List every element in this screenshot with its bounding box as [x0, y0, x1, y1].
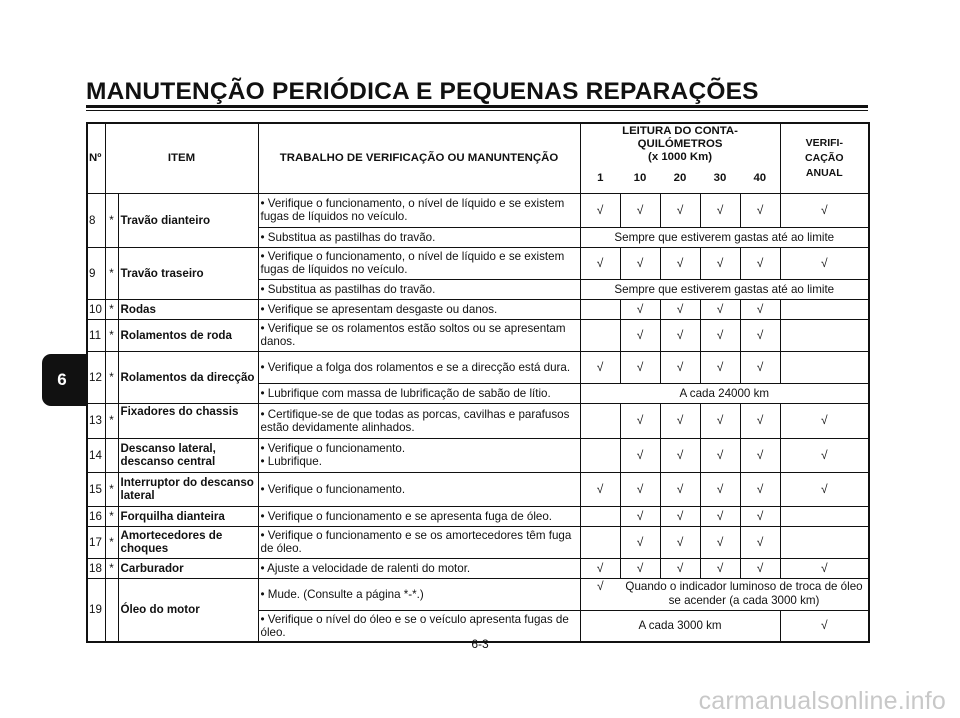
table-row — [87, 558, 869, 578]
check-cell-empty — [580, 319, 620, 351]
check-mark: √ — [740, 193, 780, 227]
row-work: • Substitua as pastilhas do travão. — [258, 279, 580, 299]
check-mark: √ — [780, 610, 869, 642]
check-mark: √ — [700, 472, 740, 506]
header-km-30: 30 — [700, 165, 740, 193]
title-rule — [86, 105, 868, 108]
chapter-tab-label: 6 — [57, 370, 67, 389]
check-mark: √ — [580, 193, 620, 227]
row-star: * — [105, 351, 118, 403]
check-mark: √ — [700, 193, 740, 227]
table-row — [87, 193, 869, 227]
row-work: • Verifique o funcionamento e se apresenta fuga de óleo. — [258, 506, 580, 526]
row-work: • Certifique-se de que todas as porcas, cavilhas e parafusos estão devidamente alinhados. — [258, 403, 580, 438]
check-mark: √ — [740, 438, 780, 472]
header-odometer — [580, 123, 780, 165]
check-mark: √ — [620, 319, 660, 351]
check-mark: √ — [660, 438, 700, 472]
check-mark: √ — [620, 351, 660, 383]
check-mark: √ — [740, 526, 780, 558]
check-mark: √ — [620, 506, 660, 526]
row-number: 13 — [87, 403, 105, 438]
check-mark: √ — [740, 558, 780, 578]
row-item: Rolamentos da direcção — [118, 351, 258, 403]
row-item: Carburador — [118, 558, 258, 578]
check-mark: √ — [700, 558, 740, 578]
row-item: Travão dianteiro — [118, 193, 258, 247]
row-work: • Ajuste a velocidade de ralenti do motor. — [258, 558, 580, 578]
row-number: 10 — [87, 299, 105, 319]
header-item: ITEM — [105, 123, 258, 193]
check-mark: √ — [620, 247, 660, 279]
check-mark: √ — [700, 299, 740, 319]
table-row — [87, 578, 869, 610]
check-mark: √ — [620, 193, 660, 227]
row-number: 18 — [87, 558, 105, 578]
check-mark: √ — [660, 506, 700, 526]
row-note: A cada 3000 km — [580, 610, 780, 642]
row-item: Travão traseiro — [118, 247, 258, 299]
row-number: 8 — [87, 193, 105, 247]
row-work-line: • Lubrifique. — [260, 455, 322, 468]
check-mark: √ — [580, 247, 620, 279]
row-work-line: • Verifique o funcionamento. — [260, 442, 406, 455]
check-mark: √ — [740, 403, 780, 438]
check-mark: √ — [660, 299, 700, 319]
row-note: Quando o indicador luminoso de troca de óleo se acender (a cada 3000 km) — [620, 578, 869, 610]
header-km-40: 40 — [740, 165, 780, 193]
table-row — [87, 299, 869, 319]
check-mark: √ — [740, 351, 780, 383]
check-mark: √ — [780, 193, 869, 227]
check-mark: √ — [740, 247, 780, 279]
watermark: carmanualsonline.info — [698, 687, 946, 715]
header-km-10: 10 — [620, 165, 660, 193]
check-cell-empty — [580, 403, 620, 438]
table-row — [87, 526, 869, 558]
row-star: * — [105, 319, 118, 351]
row-item: Descanso lateral, descanso central — [118, 438, 258, 472]
row-number: 15 — [87, 472, 105, 506]
check-mark: √ — [660, 351, 700, 383]
row-work — [258, 438, 580, 472]
table-row — [87, 247, 869, 279]
header-no: Nº — [87, 123, 105, 193]
check-mark: √ — [740, 506, 780, 526]
row-work: • Verifique o funcionamento e se os amortecedores têm fuga de óleo. — [258, 526, 580, 558]
header-work: TRABALHO DE VERIFICAÇÃO OU MANUNTENÇÃO — [258, 123, 580, 193]
check-mark: √ — [700, 319, 740, 351]
header-annual: VERIFI- CAÇÃO ANUAL — [780, 123, 869, 193]
row-star: * — [105, 193, 118, 247]
row-number: 11 — [87, 319, 105, 351]
row-number: 12 — [87, 351, 105, 403]
header-km-1: 1 — [580, 165, 620, 193]
check-mark: √ — [660, 526, 700, 558]
check-mark: √ — [740, 319, 780, 351]
check-mark: √ — [660, 319, 700, 351]
check-mark: √ — [700, 403, 740, 438]
check-mark: √ — [580, 558, 620, 578]
check-mark: √ — [620, 472, 660, 506]
row-star: * — [105, 472, 118, 506]
maintenance-table — [86, 122, 870, 643]
row-star: * — [105, 299, 118, 319]
table-row — [87, 403, 869, 438]
row-item: Forquilha dianteira — [118, 506, 258, 526]
row-star — [105, 438, 118, 472]
row-item: Rolamentos de roda — [118, 319, 258, 351]
check-mark: √ — [700, 506, 740, 526]
page-number: 6-3 — [471, 637, 489, 651]
check-cell-empty — [780, 351, 869, 383]
check-cell-empty — [780, 506, 869, 526]
row-work: • Verifique a folga dos rolamentos e se a direcção está dura. — [258, 351, 580, 383]
header-odometer-unit: (x 1000 Km) — [648, 151, 712, 163]
header-km-20: 20 — [660, 165, 700, 193]
row-note: A cada 24000 km — [580, 383, 869, 403]
row-item: Interruptor do descanso lateral — [118, 472, 258, 506]
table-row — [87, 472, 869, 506]
check-mark: √ — [700, 526, 740, 558]
check-mark: √ — [660, 403, 700, 438]
check-mark: √ — [780, 438, 869, 472]
check-mark: √ — [660, 193, 700, 227]
check-mark: √ — [660, 558, 700, 578]
row-star: * — [105, 403, 118, 438]
check-cell-empty — [780, 299, 869, 319]
row-item: Amortecedores de choques — [118, 526, 258, 558]
check-mark: √ — [620, 403, 660, 438]
table-row — [87, 506, 869, 526]
row-work: • Verifique o funcionamento. — [258, 472, 580, 506]
check-mark: √ — [700, 247, 740, 279]
check-cell-empty — [580, 438, 620, 472]
title-rule-thin — [86, 110, 868, 111]
check-mark: √ — [700, 351, 740, 383]
check-cell-empty — [580, 299, 620, 319]
row-work: • Verifique se apresentam desgaste ou danos. — [258, 299, 580, 319]
page-title: MANUTENÇÃO PERIÓDICA E PEQUENAS REPARAÇÕES — [86, 78, 759, 105]
row-star: * — [105, 526, 118, 558]
row-item: Rodas — [118, 299, 258, 319]
row-number: 17 — [87, 526, 105, 558]
check-mark: √ — [580, 351, 620, 383]
check-mark: √ — [780, 403, 869, 438]
row-item: Óleo do motor — [118, 578, 258, 642]
row-work: • Mude. (Consulte a página *-*.) — [258, 578, 580, 610]
row-note: Sempre que estiverem gastas até ao limite — [580, 279, 869, 299]
check-mark: √ — [660, 247, 700, 279]
check-cell-empty — [780, 319, 869, 351]
check-mark: √ — [620, 299, 660, 319]
check-cell-empty — [580, 506, 620, 526]
row-star: * — [105, 506, 118, 526]
row-number: 16 — [87, 506, 105, 526]
row-star: * — [105, 247, 118, 299]
header-odometer-label: LEITURA DO CONTA-QUILÓMETROS — [622, 125, 738, 150]
row-work: • Verifique o nível do óleo e se o veículo apresenta fugas de óleo. — [258, 610, 580, 642]
row-star: * — [105, 558, 118, 578]
check-cell-empty — [580, 526, 620, 558]
row-number: 14 — [87, 438, 105, 472]
row-number: 9 — [87, 247, 105, 299]
row-work: • Verifique se os rolamentos estão soltos ou se apresentam danos. — [258, 319, 580, 351]
check-mark: √ — [780, 558, 869, 578]
row-work: • Substitua as pastilhas do travão. — [258, 227, 580, 247]
row-item: Fixadores do chassis — [118, 403, 258, 438]
check-mark: √ — [580, 578, 620, 610]
row-work: • Verifique o funcionamento, o nível de líquido e se existem fugas de líquidos no veículo. — [258, 247, 580, 279]
table-row — [87, 351, 869, 383]
check-mark: √ — [700, 438, 740, 472]
check-cell-empty — [780, 526, 869, 558]
table-row — [87, 438, 869, 472]
chapter-tab — [42, 354, 88, 406]
check-mark: √ — [620, 526, 660, 558]
check-mark: √ — [740, 299, 780, 319]
row-note: Sempre que estiverem gastas até ao limite — [580, 227, 869, 247]
table-row — [87, 319, 869, 351]
row-star — [105, 578, 118, 642]
row-number: 19 — [87, 578, 105, 642]
row-work: • Verifique o funcionamento, o nível de líquido e se existem fugas de líquidos no veículo. — [258, 193, 580, 227]
check-mark: √ — [740, 472, 780, 506]
check-mark: √ — [580, 472, 620, 506]
check-mark: √ — [660, 472, 700, 506]
row-work: • Lubrifique com massa de lubrificação de sabão de lítio. — [258, 383, 580, 403]
check-mark: √ — [780, 472, 869, 506]
check-mark: √ — [780, 247, 869, 279]
check-mark: √ — [620, 438, 660, 472]
check-mark: √ — [620, 558, 660, 578]
